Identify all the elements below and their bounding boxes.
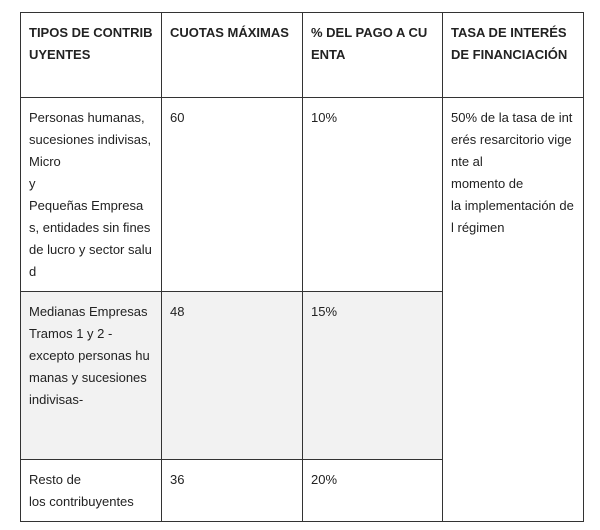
cell-tipo: Medianas Empresas Tramos 1 y 2 - excepto personas humanas y sucesiones indivisas- (21, 292, 162, 460)
cell-tipo: Resto de los contribuyentes (21, 460, 162, 522)
cell-cuotas: 36 (162, 460, 303, 522)
header-tasa-interes: TASA DE INTERÉS DE FINANCIACIÓN (443, 13, 584, 98)
cell-pago: 20% (303, 460, 443, 522)
cell-cuotas: 48 (162, 292, 303, 460)
header-tipos-contribuyentes: TIPOS DE CONTRIBUYENTES (21, 13, 162, 98)
cell-pago: 10% (303, 98, 443, 292)
cell-tasa: 50% de la tasa de interés resarcitorio vigente al momento de la implementación del régimen (443, 98, 584, 522)
cell-tipo: Personas humanas, sucesiones indivisas, Micro y Pequeñas Empresas, entidades sin fines de lucro y sector salud (21, 98, 162, 292)
table-header-row (21, 13, 584, 98)
header-cuotas-maximas: CUOTAS MÁXIMAS (162, 13, 303, 98)
contribuyentes-table (20, 12, 584, 522)
table-row (21, 98, 584, 292)
header-pago-a-cuenta: % DEL PAGO A CUENTA (303, 13, 443, 98)
cell-pago: 15% (303, 292, 443, 460)
cell-cuotas: 60 (162, 98, 303, 292)
